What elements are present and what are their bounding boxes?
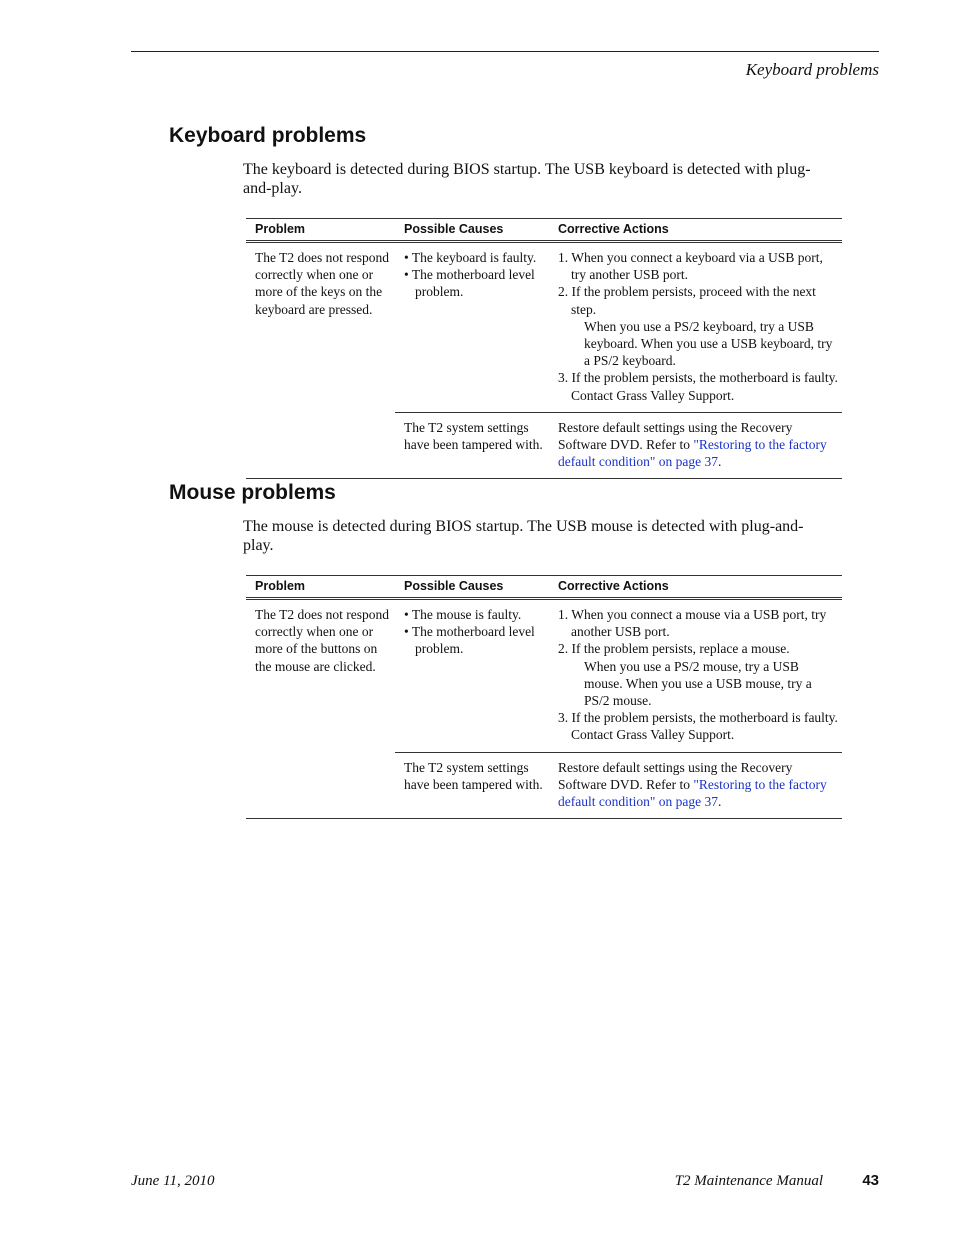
actions-cell — [552, 600, 842, 752]
problem-cell: The T2 does not respond correctly when one or more of the buttons on the mouse are clicked. — [255, 607, 389, 674]
problem-cell: The T2 does not respond correctly when one or more of the keys on the keyboard are pressed. — [255, 250, 389, 317]
keyboard-table — [246, 218, 842, 479]
cause-item: • The motherboard level problem. — [404, 624, 535, 657]
cause-row — [395, 243, 842, 412]
col-header-problem: Problem — [255, 579, 306, 593]
cross-reference-link[interactable]: "Restoring to the factory default condition" on page 37 — [558, 776, 827, 810]
col-header-actions: Corrective Actions — [558, 222, 669, 236]
col-header-actions: Corrective Actions — [558, 579, 669, 593]
cause-item: • The mouse is faulty. — [404, 607, 522, 622]
table-bottom-rule — [246, 478, 842, 479]
table-row — [246, 600, 842, 818]
table-header — [246, 218, 842, 243]
causes-cell — [395, 600, 552, 752]
actions-cell — [552, 243, 842, 412]
running-header: Keyboard problems — [745, 60, 879, 79]
cross-reference-link[interactable]: "Restoring to the factory default condition" on page 37 — [558, 437, 827, 470]
col-header-causes: Possible Causes — [404, 579, 504, 593]
intro-mouse: The mouse is detected during BIOS startup. The USB mouse is detected with plug-and-play. — [243, 518, 804, 554]
cause-item: • The motherboard level problem. — [404, 267, 535, 300]
cause-row — [395, 412, 842, 479]
action-step: 2. If the problem persists, proceed with the next step. When you use a PS/2 keyboard, try a USB keyboard. When you use a USB keyboard, try a PS/2 keyboard. — [558, 284, 833, 369]
actions-cell: Restore default settings using the Recovery Software DVD. Refer to "Restoring to the factory default condition" on page 37. — [558, 419, 827, 470]
table-header — [246, 575, 842, 600]
action-step: 3. If the problem persists, the motherboard is faulty. Contact Grass Valley Support. — [558, 710, 838, 743]
cause-row — [395, 752, 842, 819]
causes-cell — [395, 243, 552, 412]
actions-cell: Restore default settings using the Recovery Software DVD. Refer to "Restoring to the factory default condition" on page 37. — [558, 759, 827, 810]
causes-cell: The T2 system settings have been tampered with. — [404, 419, 543, 453]
footer-manual-title: T2 Maintenance Manual — [674, 1173, 823, 1189]
header-rule — [131, 51, 879, 52]
col-header-problem: Problem — [255, 222, 306, 236]
intro-keyboard: The keyboard is detected during BIOS startup. The USB keyboard is detected with plug-and-play. — [243, 161, 811, 197]
table-row — [246, 243, 842, 478]
section-heading-mouse: Mouse problems — [169, 481, 336, 504]
mouse-table — [246, 575, 842, 819]
footer-date: June 11, 2010 — [131, 1173, 215, 1189]
action-step: 1. When you connect a keyboard via a USB port, try another USB port. — [558, 250, 823, 283]
action-step: 2. If the problem persists, replace a mouse. When you use a PS/2 mouse, try a USB mouse. When you use a USB mouse, try a PS/2 mouse. — [558, 641, 812, 709]
section-heading-keyboard: Keyboard problems — [169, 124, 367, 147]
cause-item: • The keyboard is faulty. — [404, 250, 537, 265]
action-step: 1. When you connect a mouse via a USB port, try another USB port. — [558, 607, 827, 640]
cause-row — [395, 600, 842, 752]
col-header-causes: Possible Causes — [404, 222, 504, 236]
action-step: 3. If the problem persists, the motherboard is faulty. Contact Grass Valley Support. — [558, 370, 838, 403]
causes-cell: The T2 system settings have been tampered with. — [404, 759, 543, 792]
table-bottom-rule — [246, 818, 842, 819]
page-number: 43 — [862, 1172, 879, 1189]
